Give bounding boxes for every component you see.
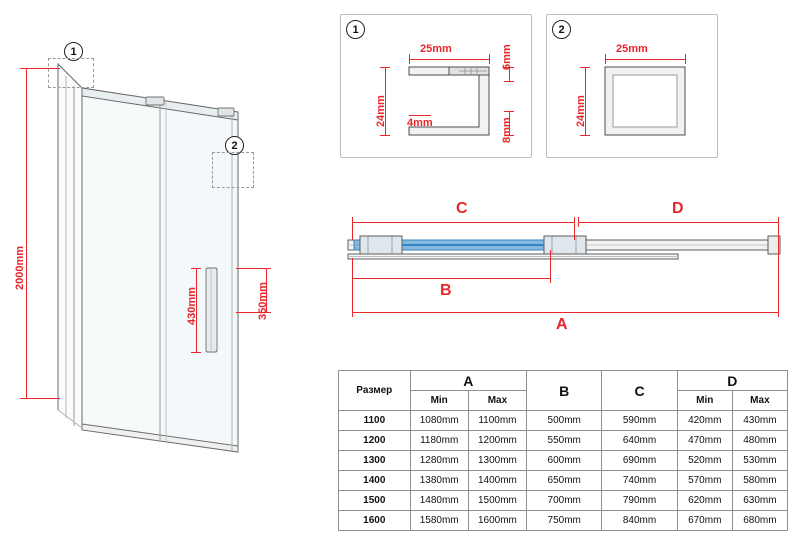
cell-d-min: 620mm [677,491,732,511]
cell-b: 500mm [527,411,602,431]
cell-a-min: 1280mm [410,451,468,471]
cell-b: 650mm [527,471,602,491]
size-table [338,370,788,531]
cell-d-min: 520mm [677,451,732,471]
dim-D-ext-r [778,222,779,240]
header-B: B [527,371,602,411]
detail-2-dim-25-label: 25mm [616,43,648,55]
callout-1-label: 1 [70,45,77,58]
dim-D-line [578,222,778,223]
detail-2-label: 2 [558,23,565,36]
dim-A-ext-r [778,240,779,314]
cell-c: 690mm [602,451,677,471]
detail-1-dim-6-tick-b [504,81,514,82]
cell-d-max: 680mm [732,511,787,531]
header-size: Размер [339,371,411,411]
cell-d-min: 670mm [677,511,732,531]
dim-C-ext-l [352,222,353,240]
detail-2-box [546,14,718,158]
header-D-max: Max [732,391,787,411]
table-row [339,491,788,511]
cell-a-max: 1600mm [468,511,526,531]
detail-1-dim-4-line [409,115,431,116]
header-D: D [677,371,787,391]
callout-2-label: 2 [231,139,238,152]
cell-b: 700mm [527,491,602,511]
dim-height-ext-top [26,68,60,69]
detail-1-dim-8-label: 8mm [501,117,513,143]
cell-size: 1200 [339,431,411,451]
cell-size: 1500 [339,491,411,511]
table-row [339,431,788,451]
detail-2-dim-25-tick-l [605,54,606,64]
detail-2-drawing [547,15,717,157]
cell-d-max: 430mm [732,411,787,431]
detail-1-dim-25-tick-l [409,54,410,64]
cell-c: 840mm [602,511,677,531]
cell-c: 790mm [602,491,677,511]
detail-2-dim-24-label: 24mm [575,95,587,127]
top-plan-view [330,196,790,346]
dim-height-ext-bottom [26,398,60,399]
table-row [339,411,788,431]
cell-b: 600mm [527,451,602,471]
detail-1-dim-25-label: 25mm [420,43,452,55]
cell-a-max: 1200mm [468,431,526,451]
cell-c: 590mm [602,411,677,431]
cell-a-min: 1480mm [410,491,468,511]
dim-B-line [352,278,550,279]
cell-c: 740mm [602,471,677,491]
detail-1-dim-24-tick-b [380,135,390,136]
dim-A-line [352,312,778,313]
detail-2-dim-25-tick-r [685,54,686,64]
callout-2-dashbox [212,152,254,188]
cell-d-min: 570mm [677,471,732,491]
detail-1-dim-4-label: 4mm [407,117,433,129]
dim-B-ext-l [352,258,353,280]
detail-2-dim-24-tick-t [580,67,590,68]
cell-a-min: 1180mm [410,431,468,451]
detail-1-dim-6-label: 6mm [501,44,513,70]
dim-A-ext-l [352,282,353,314]
dim-430-label: 430mm [186,287,198,325]
detail-2-dim-24-tick-b [580,135,590,136]
cell-c: 640mm [602,431,677,451]
table-row [339,471,788,491]
cell-d-max: 480mm [732,431,787,451]
table-row [339,451,788,471]
dim-350-ext-top [236,268,268,269]
dim-height-line [26,68,27,398]
dim-B-label: B [440,282,452,299]
detail-1-dim-8-tick-t [504,111,514,112]
cell-a-min: 1080mm [410,411,468,431]
cell-d-max: 530mm [732,451,787,471]
dim-D-tick-l [578,217,579,227]
cell-d-max: 580mm [732,471,787,491]
detail-1-dim-24-label: 24mm [375,95,387,127]
dim-A-label: A [556,316,568,333]
detail-1-box [340,14,532,158]
cell-d-max: 630mm [732,491,787,511]
cell-b: 750mm [527,511,602,531]
cell-a-max: 1500mm [468,491,526,511]
cell-size: 1100 [339,411,411,431]
detail-1-dim-25-tick-r [489,54,490,64]
main-elevation-view [0,0,320,552]
dim-C-ext-r [574,222,575,240]
detail-1-dim-25-line [409,59,489,60]
callout-1-dashbox [48,58,94,88]
cell-a-min: 1580mm [410,511,468,531]
detail-1-label: 1 [352,23,359,36]
detail-1-dim-24-tick-t [380,67,390,68]
detail-2-dim-25-line [605,59,685,60]
cell-size: 1600 [339,511,411,531]
table-header-row-1 [339,371,788,391]
cell-d-min: 470mm [677,431,732,451]
dim-C-line [352,222,574,223]
header-A: A [410,371,526,391]
header-D-min: Min [677,391,732,411]
dim-D-label: D [672,200,684,217]
cell-a-max: 1400mm [468,471,526,491]
dim-C-label: C [456,200,468,217]
header-A-min: Min [410,391,468,411]
cell-a-max: 1300mm [468,451,526,471]
dim-430-tick-top [191,268,201,269]
dim-350-label: 350mm [257,282,269,320]
dim-height-label: 2000mm [14,245,26,290]
cell-size: 1400 [339,471,411,491]
header-A-max: Max [468,391,526,411]
table-row [339,511,788,531]
cell-a-min: 1380mm [410,471,468,491]
cell-size: 1300 [339,451,411,471]
cell-d-min: 420mm [677,411,732,431]
dim-430-tick-bottom [191,352,201,353]
cell-a-max: 1100mm [468,411,526,431]
dim-B-ext-r [550,250,551,280]
cell-b: 550mm [527,431,602,451]
header-C: C [602,371,677,411]
